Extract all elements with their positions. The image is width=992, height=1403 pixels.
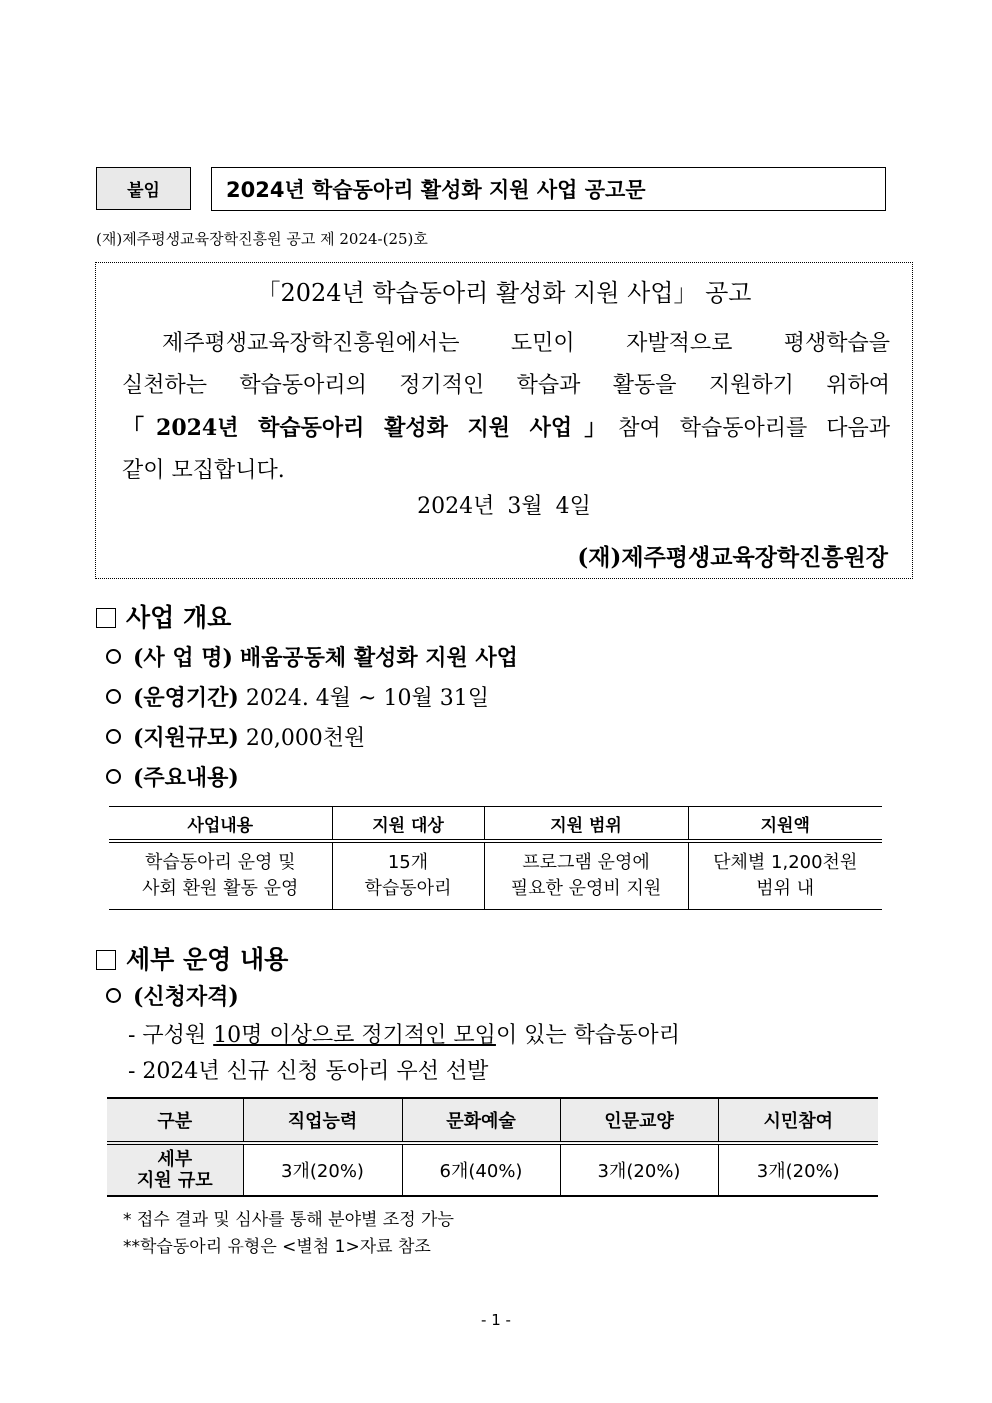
overview-item-value: 2024. 4월 ~ 10월 31일 xyxy=(245,686,489,711)
overview-item-label: (사 업 명) xyxy=(133,645,233,671)
notice-line-4: 같이 모집합니다. xyxy=(122,458,285,483)
table-header-cell: 구분 xyxy=(107,1098,243,1143)
table-cell: 3개(20%) xyxy=(560,1143,718,1196)
table-header-cell: 지원액 xyxy=(688,807,882,842)
underlined-text: 10명 이상으로 정기적인 모임 xyxy=(213,1023,496,1048)
cell-line: 세부 xyxy=(157,1149,193,1170)
notice-issuer: (재)제주평생교육장학진흥원장 xyxy=(577,544,888,571)
circle-bullet-icon xyxy=(106,689,121,704)
notice-paragraph xyxy=(122,323,890,492)
page-number: - 1 - xyxy=(481,1311,511,1329)
table-header-cell: 사업내용 xyxy=(109,807,332,842)
text-fragment: - 구성원 xyxy=(128,1023,214,1048)
table-row-header xyxy=(107,1143,243,1196)
table-header-cell: 인문교양 xyxy=(560,1098,718,1143)
circle-bullet-icon xyxy=(106,769,121,784)
table-cell: 6개(40%) xyxy=(402,1143,560,1196)
overview-item-scale xyxy=(106,721,365,752)
overview-item-name xyxy=(106,641,518,672)
notice-title: 「2024년 학습동아리 활성화 지원 사업」 공고 xyxy=(256,279,752,307)
notice-project-name: 「2024년 학습동아리 활성화 지원 사업」 xyxy=(122,415,619,441)
cell-line: 학습동아리 xyxy=(364,878,452,899)
cell-line: 필요한 운영비 지원 xyxy=(510,878,662,899)
overview-table xyxy=(109,806,882,910)
table-cell: 3개(20%) xyxy=(243,1143,402,1196)
table-header-cell: 직업능력 xyxy=(243,1098,402,1143)
checkbox-square-icon xyxy=(96,950,116,970)
checkbox-square-icon xyxy=(96,608,116,628)
attachment-tag-label: 붙임 xyxy=(127,181,160,201)
table-cell xyxy=(688,841,882,910)
circle-bullet-icon xyxy=(106,988,121,1003)
cell-line: 프로그램 운영에 xyxy=(522,852,650,873)
section-details-heading xyxy=(96,940,288,976)
document-title xyxy=(211,167,886,211)
overview-item-content xyxy=(106,761,239,792)
details-item-label: (신청자격) xyxy=(133,984,239,1010)
table-cell xyxy=(484,841,688,910)
overview-item-label: (운영기간) xyxy=(133,685,239,711)
table-row xyxy=(109,841,882,910)
overview-item-value: 배움공동체 활성화 지원 사업 xyxy=(239,645,518,671)
notice-line-1: 제주평생교육장학진흥원에서는 도민이 자발적으로 평생학습을 xyxy=(162,331,890,356)
qualification-line-2: - 2024년 신규 신청 동아리 우선 선발 xyxy=(128,1059,489,1084)
notice-number: (재)제주평생교육장학진흥원 공고 제 2024-(25)호 xyxy=(96,230,428,248)
section-overview-title: 사업 개요 xyxy=(126,603,232,632)
notice-line-3-rest: 참여 학습동아리를 다음과 xyxy=(618,416,890,441)
cell-line: 사회 환원 활동 운영 xyxy=(142,878,299,899)
table-header-cell: 문화예술 xyxy=(402,1098,560,1143)
table-cell xyxy=(332,841,484,910)
overview-item-period xyxy=(106,681,489,712)
qualification-line-1 xyxy=(128,1018,680,1049)
footnote-1: * 접수 결과 및 심사를 통해 분야별 조정 가능 xyxy=(123,1210,454,1230)
cell-line: 단체별 1,200천원 xyxy=(713,852,858,873)
circle-bullet-icon xyxy=(106,729,121,744)
section-overview-heading xyxy=(96,598,231,634)
attachment-tag xyxy=(96,167,191,210)
table-header-cell: 지원 대상 xyxy=(332,807,484,842)
table-cell xyxy=(109,841,332,910)
table-header-row xyxy=(109,807,882,842)
table-header-cell: 지원 범위 xyxy=(484,807,688,842)
table-cell: 3개(20%) xyxy=(718,1143,878,1196)
cell-line: 범위 내 xyxy=(756,878,815,899)
notice-date: 2024년 3월 4일 xyxy=(417,494,591,519)
details-item-qualification xyxy=(106,980,239,1011)
table-row xyxy=(107,1143,878,1196)
document-title-text: 2024년 학습동아리 활성화 지원 사업 공고문 xyxy=(226,178,646,202)
cell-line: 학습동아리 운영 및 xyxy=(144,852,296,873)
support-scale-table xyxy=(107,1097,878,1197)
notice-line-2: 실천하는 학습동아리의 정기적인 학습과 활동을 지원하기 위하여 xyxy=(122,373,890,398)
notice-box xyxy=(95,262,913,579)
section-details-title: 세부 운영 내용 xyxy=(126,945,289,974)
text-fragment: 이 있는 학습동아리 xyxy=(495,1023,680,1048)
table-header-row xyxy=(107,1098,878,1143)
footnote-2: **학습동아리 유형은 <별첨 1>자료 참조 xyxy=(123,1237,431,1257)
cell-line: 지원 규모 xyxy=(136,1170,213,1191)
circle-bullet-icon xyxy=(106,649,121,664)
notice-line-3 xyxy=(122,407,890,450)
overview-item-label: (주요내용) xyxy=(133,765,239,791)
table-header-cell: 시민참여 xyxy=(718,1098,878,1143)
cell-line: 15개 xyxy=(387,852,429,873)
overview-item-label: (지원규모) xyxy=(133,725,239,751)
overview-item-value: 20,000천원 xyxy=(245,726,366,751)
